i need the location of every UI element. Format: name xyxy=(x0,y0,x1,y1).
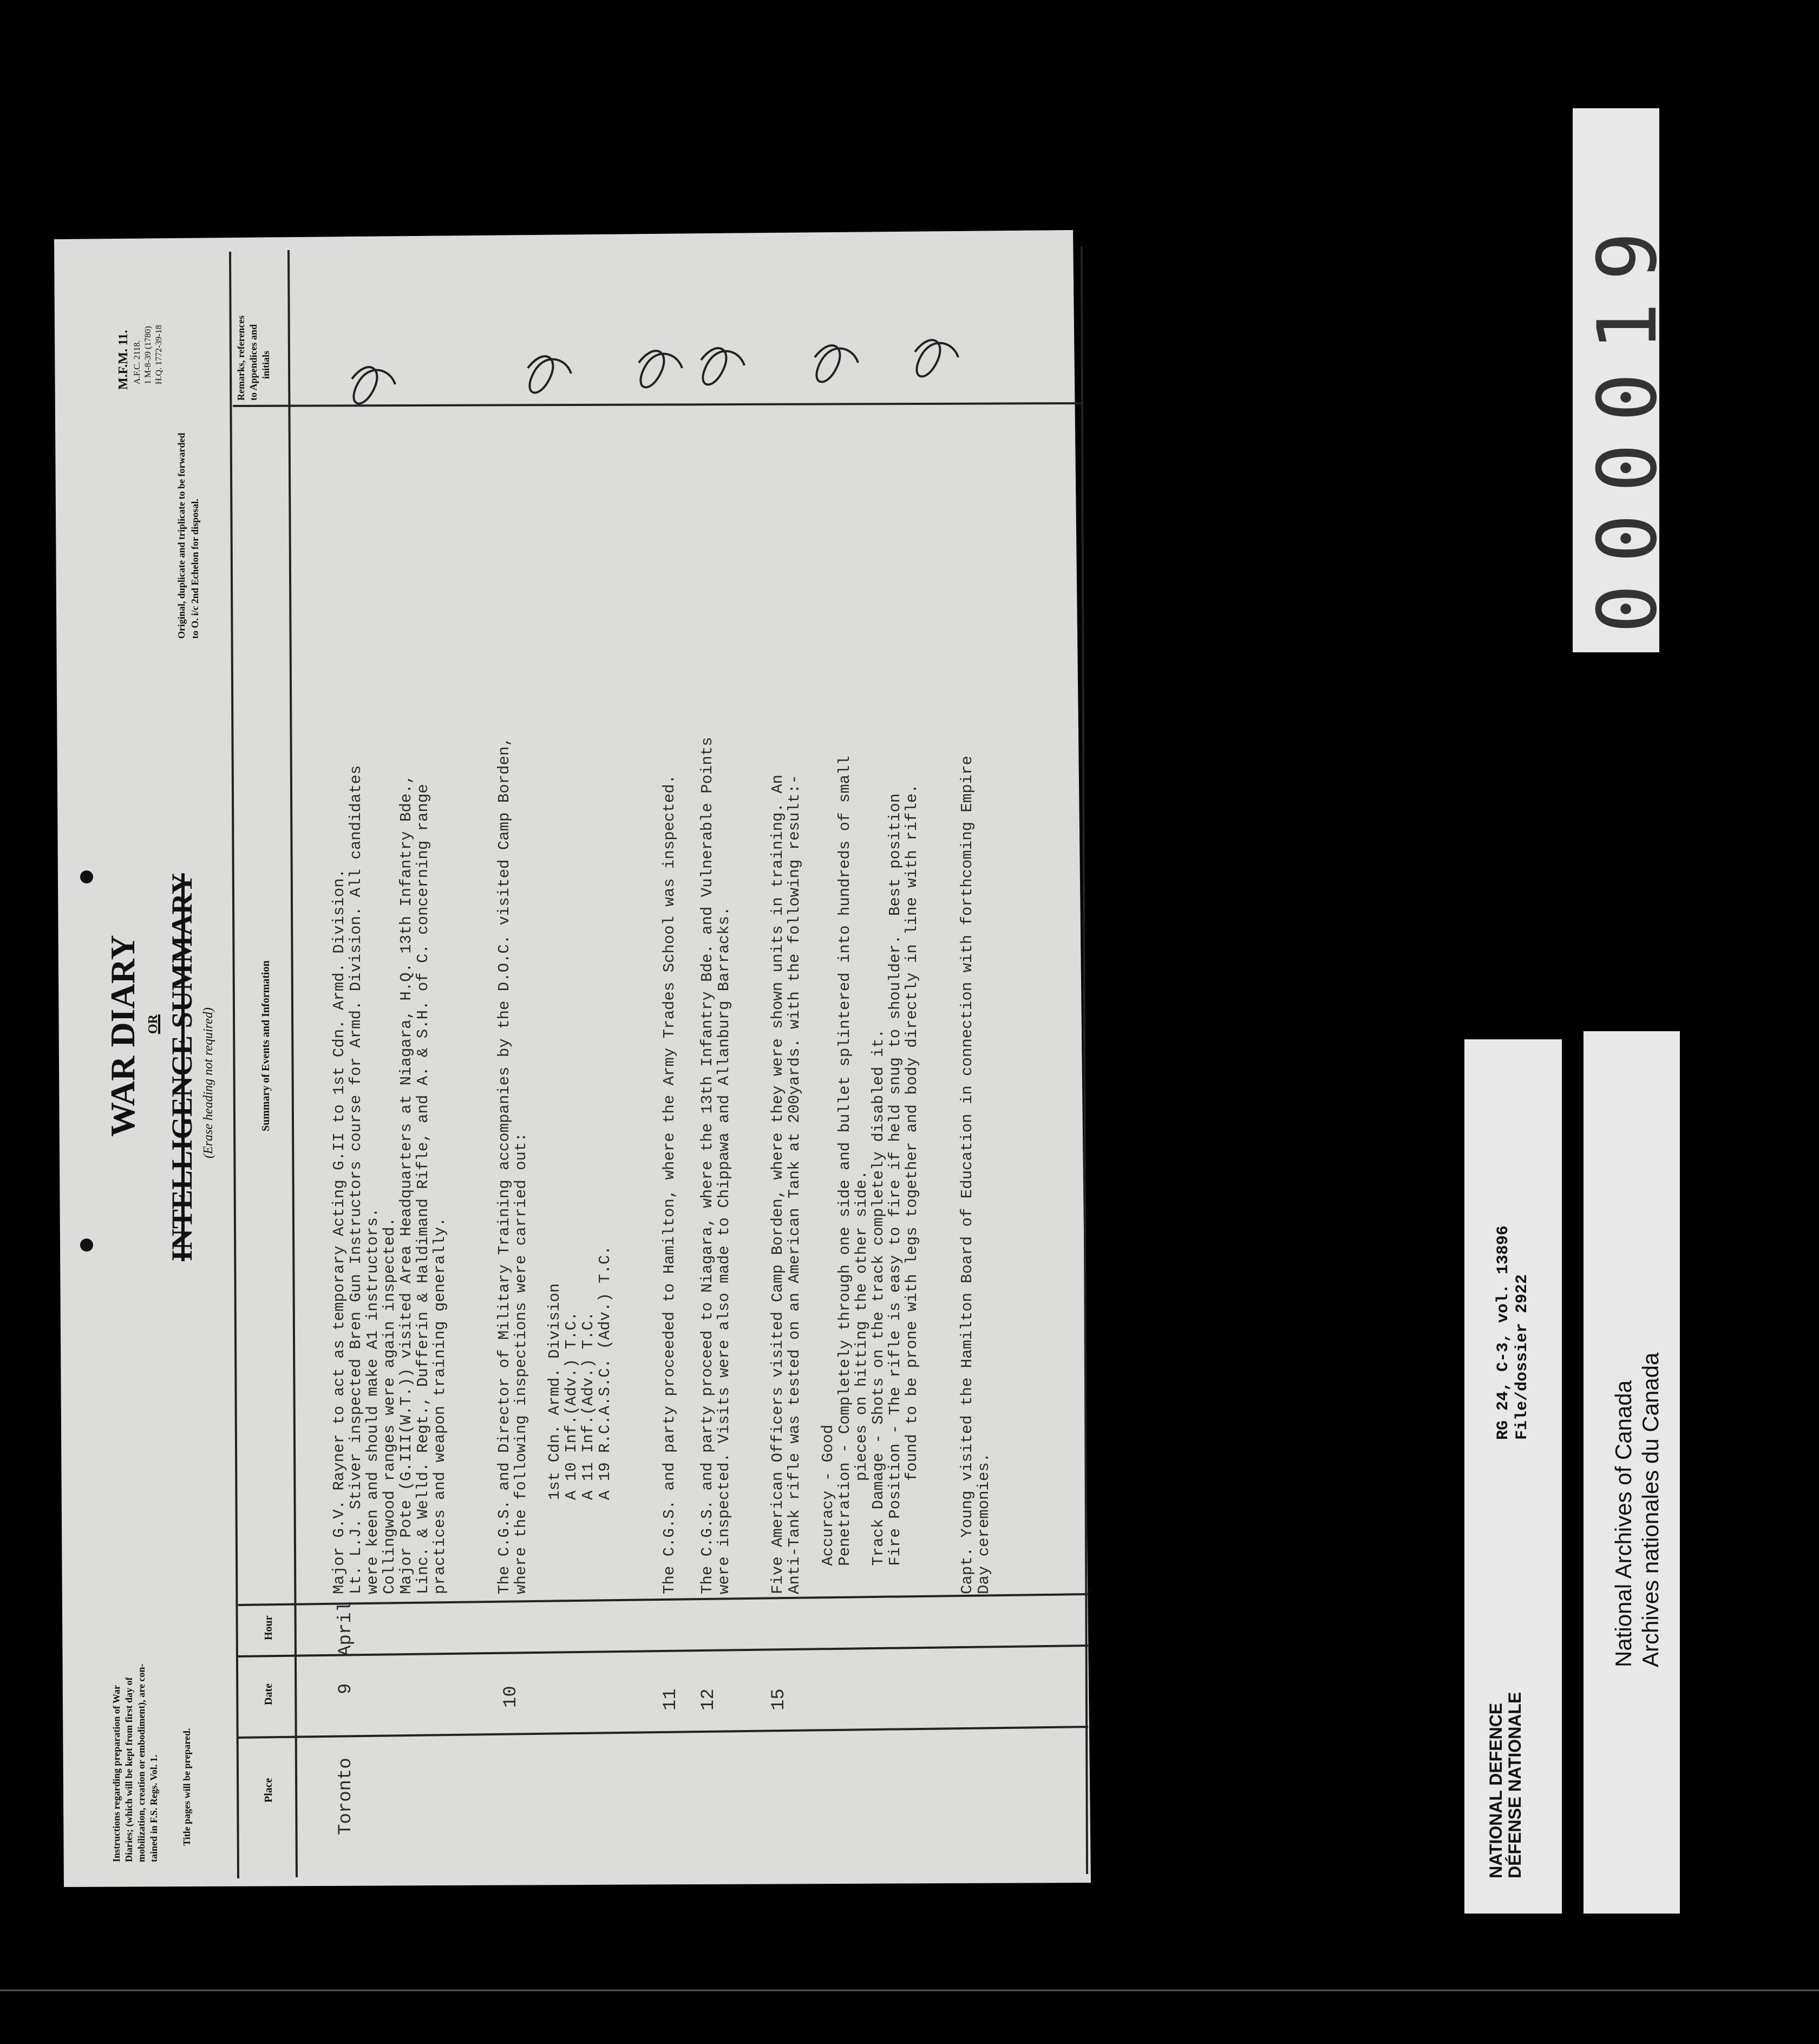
date-cell: 12 xyxy=(698,1688,719,1711)
title-or: OR xyxy=(146,1014,160,1034)
instructions-line-1: Instructions regarding preparation of War xyxy=(111,1685,122,1862)
summary-line: Penetration - Completely through one side and bullet splintered into hundreds of small xyxy=(836,756,854,1594)
column-header-place: Place xyxy=(263,1778,274,1803)
title-intelligence-summary: INTELLIGENCE SUMMARY xyxy=(166,873,198,1261)
title-war-diary: WAR DIARY xyxy=(103,935,142,1137)
summary-line: The C.G.S. and party proceeded to Hamilton, where the Army Trades School was inspected. xyxy=(660,774,678,1594)
date-cell: 9 xyxy=(336,1683,356,1694)
summary-line: pieces on hitting the other side. xyxy=(853,1170,871,1594)
column-header-remarks-2: to Appendices and xyxy=(248,324,259,401)
summary-line: where the following inspections were carried out: xyxy=(512,1132,530,1594)
summary-line: Five American Officers visited Camp Borden, where they were shown units in training. An xyxy=(769,774,787,1594)
summary-line: A 10 Inf.(Adv.) T.C. xyxy=(562,1311,580,1594)
summary-line: Linc. & Welld. Regt., Dufferin & Haldimand Rifle, and A. & S.H. of C. concerning range xyxy=(414,784,432,1594)
summary-line: 1st Cdn. Armd. Division xyxy=(546,1283,564,1594)
place-cell: Toronto xyxy=(336,1758,356,1835)
forwarding-note-2: to O. i/c 2nd Echelon for disposal. xyxy=(189,499,200,639)
summary-line: were inspected. Visits were also made to Chippawa and Allanburg Barracks. xyxy=(715,906,733,1594)
summary-line: were keen and should make A1 instructors. xyxy=(364,1208,382,1594)
instructions-line-2: Diaries; (which will be kept from first day of xyxy=(123,1677,134,1862)
instructions-line-5: Title pages will be prepared. xyxy=(181,1728,192,1846)
summary-line: Capt. Young visited the Hamilton Board of Education in connection with forthcoming Empire xyxy=(958,756,976,1594)
archive-department-fr: DÉFENSE NATIONALE xyxy=(1505,1692,1524,1878)
date-cell: 11 xyxy=(660,1688,681,1711)
summary-line: found to be prone with legs together and body directly in line with rifle. xyxy=(903,784,921,1594)
form-number: M.F.M. 11. xyxy=(116,330,130,390)
instructions-line-3: mobilization, creation or embodiment), are con- xyxy=(136,1663,147,1862)
punch-hole xyxy=(80,1239,93,1252)
summary-line: practices and weapon training generally. xyxy=(431,1217,449,1594)
summary-line: Track Damage - Shots on the track completely disabled it. xyxy=(869,1028,887,1594)
summary-line: Accuracy - Good xyxy=(819,1424,837,1594)
title-note: (Erase heading not required) xyxy=(201,1007,215,1158)
archive-reference-2: File/dossier 2922 xyxy=(1513,1274,1532,1440)
summary-line: Day ceremonies. xyxy=(975,1452,993,1594)
summary-line: Collingwood ranges were again inspected. xyxy=(381,1217,398,1594)
column-header-remarks-1: Remarks, references xyxy=(235,315,246,401)
summary-line: Lt. L.J. Stiver inspected Bren Gun Instructors course for Armd. Division. All candidates xyxy=(347,765,365,1594)
summary-line: Anti-Tank rifle was tested on an American Tank at 200yards. with the following result:- xyxy=(786,774,803,1594)
frame-number: 000019 xyxy=(1581,210,1675,633)
form-code-2: 1 M-8-39 (1780) xyxy=(143,326,153,384)
column-header-summary: Summary of Events and Information xyxy=(260,960,272,1131)
column-header-remarks-3: initials xyxy=(260,350,271,379)
archive-department-en: NATIONAL DEFENCE xyxy=(1486,1702,1506,1878)
summary-line: The C.G.S. and Director of Military Training accompanies by the D.O.C. visited Camp Borden, xyxy=(495,737,513,1594)
form-code-3: H.Q. 1772-39-18 xyxy=(154,325,163,384)
punch-hole xyxy=(80,870,93,883)
date-cell: 10 xyxy=(501,1686,521,1708)
summary-line: Fire Position - The rifle is easy to fire if held snug to shoulder. Best position xyxy=(886,793,904,1594)
hour-cell: April xyxy=(336,1601,356,1656)
form-code-1: A.F.C. 2118. xyxy=(133,340,142,384)
column-header-hour: Hour xyxy=(263,1615,274,1640)
forwarding-note-1: Original, duplicate and triplicate to be forwarded xyxy=(176,433,187,639)
archive-reference-1: RG 24, C-3, vol. 13896 xyxy=(1494,1225,1513,1440)
date-cell: 15 xyxy=(769,1688,789,1711)
summary-line: Major G.V. Rayner to act as temporary Acting G.II to 1st Cdn. Armd. Division. xyxy=(330,868,348,1594)
instructions-line-4: tained in F.S. Regs. Vol. 1. xyxy=(148,1754,159,1862)
archives-label-fr: Archives nationales du Canada xyxy=(1638,1352,1663,1667)
summary-line: The C.G.S. and party proceed to Niagara, where the 13th Infantry Bde. and Vulnerable Points xyxy=(698,737,716,1594)
summary-line: A 11 Inf.(Adv.) T.C. xyxy=(579,1311,597,1594)
summary-line: A 19 R.C.A.S.C. (Adv.) T.C. xyxy=(596,1246,614,1594)
column-header-date: Date xyxy=(263,1683,274,1705)
summary-line: Major Pote (G.III(W.T.)) visited Area Headquarters at Niagara, H.Q. 13th Infantry Bde., xyxy=(397,774,415,1594)
archives-label-en: National Archives of Canada xyxy=(1611,1380,1636,1667)
